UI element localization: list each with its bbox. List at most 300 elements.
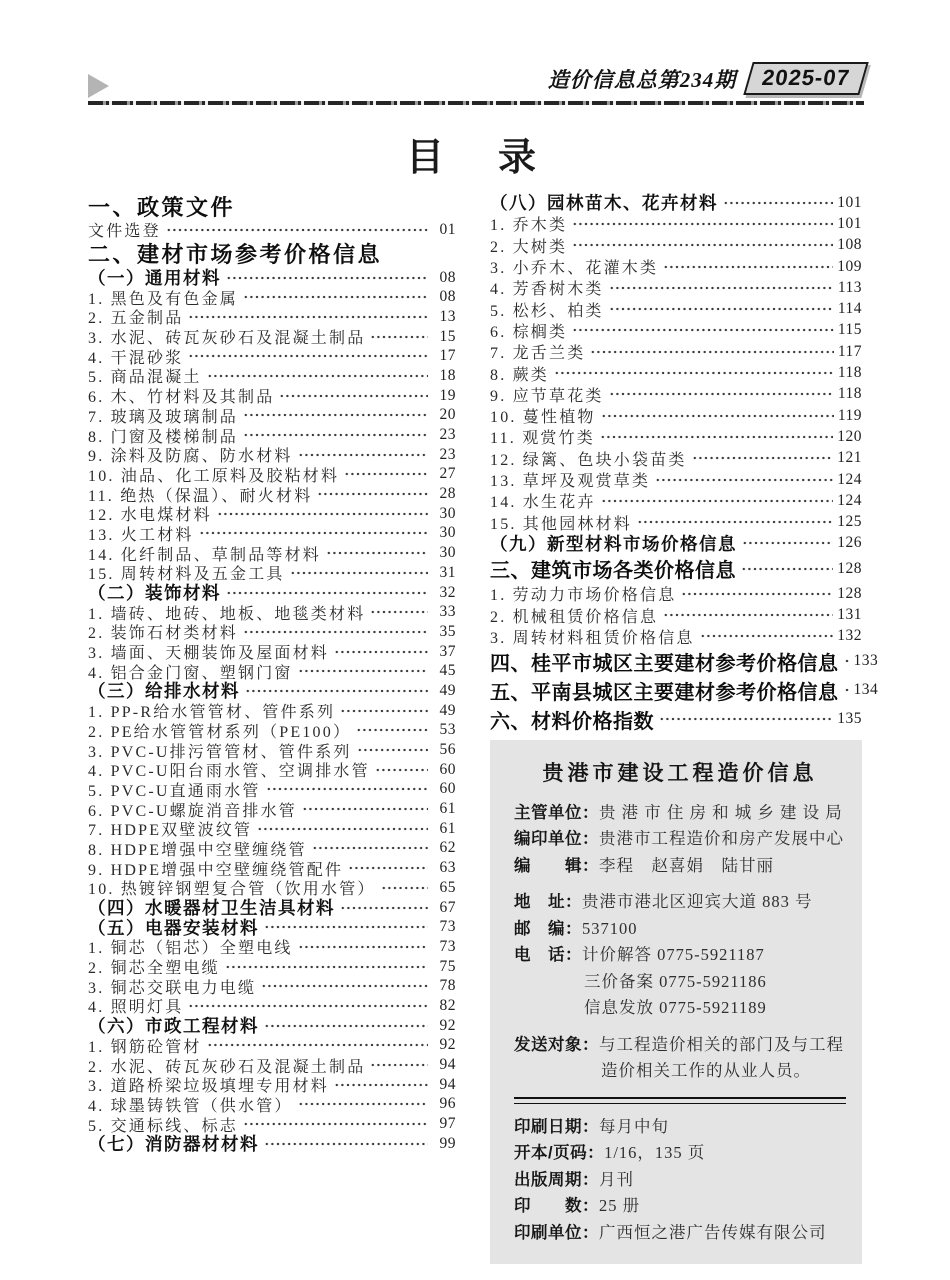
toc-entry-page: 60 xyxy=(439,780,456,798)
toc-entry-label: 1. 墙砖、地砖、地板、地毯类材料 xyxy=(88,605,366,623)
toc-entry-page: 134 xyxy=(853,681,879,699)
dot-leader-icon xyxy=(207,1042,428,1048)
dot-leader-icon xyxy=(600,434,833,440)
dot-leader-icon xyxy=(207,373,428,379)
toc-entry xyxy=(490,533,862,554)
dot-leader-icon xyxy=(357,747,428,753)
issue-title: 造价信息总第234期 xyxy=(547,67,737,92)
toc-entry-label: 1. 铜芯（铝芯）全塑电线 xyxy=(88,940,293,958)
toc-entry xyxy=(88,583,456,603)
toc-entry xyxy=(490,362,862,383)
toc-entry-label: 六、材料价格指数 xyxy=(490,710,654,733)
dot-leader-icon xyxy=(692,455,834,461)
toc-entry-label: 6. 木、竹材料及其制品 xyxy=(88,389,275,407)
dot-leader-icon xyxy=(370,609,428,615)
toc-entry-page: 132 xyxy=(837,627,862,645)
dot-leader-icon xyxy=(225,964,428,970)
toc-entry xyxy=(88,701,456,721)
toc-entry-label: 15. 其他园林材料 xyxy=(490,515,633,533)
dot-leader-icon xyxy=(356,727,428,733)
dot-leader-icon xyxy=(572,327,834,333)
toc-entry-page: 108 xyxy=(837,236,862,254)
print-row-label: 印刷日期： xyxy=(514,1117,599,1136)
dot-leader-icon xyxy=(609,285,834,291)
toc-entry xyxy=(490,213,862,234)
toc-entry xyxy=(490,705,862,734)
toc-entry-label: 2. 水泥、砖瓦灰砂石及混凝土制品 xyxy=(88,1058,366,1076)
toc-entry-page: 20 xyxy=(439,406,456,424)
dot-leader-icon xyxy=(741,566,833,572)
toc-entry xyxy=(88,819,456,839)
toc-entry-label: 2. 机械租赁价格信息 xyxy=(490,608,659,626)
publication-info-box xyxy=(490,740,862,1265)
toc-entry xyxy=(88,740,456,760)
toc-entry xyxy=(88,504,456,524)
toc-entry xyxy=(490,490,862,511)
publication-row-label: 邮 编： xyxy=(514,919,582,938)
dot-leader-icon xyxy=(334,1082,428,1088)
dot-leader-icon xyxy=(302,806,428,812)
dot-leader-icon xyxy=(264,924,428,930)
toc-entry xyxy=(490,192,862,213)
toc-entry xyxy=(88,1016,456,1036)
publication-rows xyxy=(514,800,846,1085)
toc-entry-page: 101 xyxy=(837,193,862,211)
toc-entry-label: 4. 照明灯具 xyxy=(88,999,184,1017)
dot-leader-icon xyxy=(298,452,428,458)
toc-entry-label: 7. HDPE双壁波纹管 xyxy=(88,822,253,840)
toc-entry-label: （五）电器安装材料 xyxy=(88,917,259,938)
dot-leader-icon xyxy=(601,498,834,504)
toc-entry-label: 1. 乔木类 xyxy=(490,217,568,235)
toc-entry xyxy=(88,976,456,996)
dot-leader-icon xyxy=(681,591,833,597)
toc-entry-page: 124 xyxy=(837,491,862,509)
toc-column-right xyxy=(490,192,879,1264)
toc-entry-page: 128 xyxy=(837,559,862,577)
dot-leader-icon xyxy=(257,826,428,832)
print-row-label: 印 数： xyxy=(514,1197,599,1216)
toc-entry-label: 4. 球墨铸铁管（供水管） xyxy=(88,1097,293,1115)
print-row-value: 广西恒之港广告传媒有限公司 xyxy=(599,1222,827,1242)
publication-row-value: 三价备案 0775-5921186 xyxy=(584,971,767,991)
toc-entry-label: 6. 棕榈类 xyxy=(490,323,568,341)
toc-entry-page: 15 xyxy=(439,327,456,345)
toc-entry-label: 4. 铝合金门窗、塑钢门窗 xyxy=(88,664,293,682)
publication-row-value: 537100 xyxy=(582,918,638,938)
toc-entry-page: 35 xyxy=(439,622,456,640)
toc-entry xyxy=(88,307,456,327)
dot-leader-icon xyxy=(723,200,833,206)
publication-row xyxy=(514,800,846,827)
toc-entry xyxy=(88,386,456,406)
toc-entry-page: 23 xyxy=(439,445,456,463)
toc-entry-page: 99 xyxy=(439,1134,456,1152)
toc-entry xyxy=(88,406,456,426)
publication-row-value: 李程 赵喜娟 陆甘丽 xyxy=(599,855,774,875)
dot-leader-icon xyxy=(609,306,834,312)
toc-entry-page: 131 xyxy=(837,605,862,623)
toc-entry-page: 61 xyxy=(439,800,456,818)
dot-leader-icon xyxy=(290,570,428,576)
toc-entry-page: 62 xyxy=(439,839,456,857)
publication-row xyxy=(514,889,846,916)
toc xyxy=(88,192,879,1264)
toc-entry-page: 94 xyxy=(439,1056,456,1074)
dot-leader-icon xyxy=(334,649,428,655)
toc-entry-label: 12. 水电煤材料 xyxy=(88,507,212,525)
toc-entry xyxy=(88,484,456,504)
toc-entry-page: 49 xyxy=(439,701,456,719)
dot-leader-icon xyxy=(243,432,428,438)
toc-entry-page: 56 xyxy=(439,741,456,759)
toc-entry xyxy=(88,465,456,485)
dot-leader-icon xyxy=(243,412,428,418)
toc-entry-page: 32 xyxy=(439,583,456,601)
dot-leader-icon xyxy=(326,550,428,556)
toc-entry-page: 113 xyxy=(837,278,862,296)
dot-leader-icon xyxy=(554,370,834,376)
toc-entry-label: （一）通用材料 xyxy=(88,268,221,289)
toc-entry-label: 3. PVC-U排污管管材、管件系列 xyxy=(88,743,352,761)
toc-entry-label: 6. PVC-U螺旋消音排水管 xyxy=(88,802,298,820)
dot-leader-icon xyxy=(348,865,428,871)
toc-entry-page: 117 xyxy=(837,342,862,360)
toc-entry xyxy=(88,602,456,622)
toc-entry-page: 94 xyxy=(439,1075,456,1093)
toc-entry-label: 3. 墙面、天棚装饰及屋面材料 xyxy=(88,645,330,663)
toc-entry-page: 92 xyxy=(439,1016,456,1034)
toc-entry xyxy=(88,543,456,563)
toc-entry xyxy=(88,957,456,977)
toc-entry-page: 75 xyxy=(439,957,456,975)
publication-row xyxy=(514,853,846,880)
dot-leader-icon xyxy=(370,334,428,340)
toc-entry xyxy=(490,426,862,447)
toc-entry-label: 10. 油品、化工原料及胶粘材料 xyxy=(88,467,340,485)
publication-row-label: 编 辑： xyxy=(514,856,599,875)
toc-entry-label: （六）市政工程材料 xyxy=(88,1016,259,1037)
toc-entry-label: 10. 热镀锌钢塑复合管（饮用水管） xyxy=(88,881,376,899)
dot-leader-icon xyxy=(317,491,428,497)
toc-entry-label: 一、政策文件 xyxy=(88,194,236,220)
header xyxy=(548,62,864,95)
toc-entry xyxy=(490,647,879,676)
toc-entry xyxy=(88,192,456,220)
print-row-value: 每月中旬 xyxy=(599,1116,669,1136)
dot-leader-icon xyxy=(572,242,833,248)
dot-leader-icon xyxy=(609,391,834,397)
dot-leader-icon xyxy=(663,612,833,618)
toc-entry-label: 11. 绝热（保温）、耐火材料 xyxy=(88,487,313,505)
dot-leader-icon xyxy=(344,471,428,477)
print-info-rows xyxy=(514,1114,846,1247)
publication-row-label: 电 话： xyxy=(514,946,582,965)
toc-entry-label: 8. HDPE增强中空壁缠绕管 xyxy=(88,841,307,859)
print-row-value: 25 册 xyxy=(599,1196,641,1216)
toc-entry-label: 13. 草坪及观赏草类 xyxy=(490,473,651,491)
dot-leader-icon xyxy=(601,413,834,419)
toc-entry-label: 8. 蕨类 xyxy=(490,366,550,384)
dot-leader-icon xyxy=(312,845,428,851)
toc-entry-label: 5. 商品混凝土 xyxy=(88,369,202,387)
dot-leader-icon xyxy=(572,221,833,227)
toc-entry xyxy=(88,240,456,268)
toc-entry xyxy=(88,1095,456,1115)
toc-entry-label: 1. 劳动力市场价格信息 xyxy=(490,587,677,605)
toc-entry xyxy=(88,346,456,366)
toc-entry xyxy=(88,622,456,642)
toc-entry-label: （九）新型材料市场价格信息 xyxy=(490,533,737,554)
dot-leader-icon xyxy=(188,314,428,320)
toc-entry-page: 01 xyxy=(439,220,456,238)
toc-entry-page: 30 xyxy=(439,504,456,522)
toc-entry-page: 17 xyxy=(439,347,456,365)
dot-leader-icon xyxy=(655,477,833,483)
toc-entry xyxy=(490,626,862,647)
toc-entry-page: 119 xyxy=(837,406,862,424)
toc-entry-page: 121 xyxy=(837,449,862,467)
toc-entry-label: （七）消防器材材料 xyxy=(88,1134,259,1155)
toc-entry xyxy=(490,256,862,277)
toc-entry-label: 9. HDPE增强中空壁缠绕管配件 xyxy=(88,861,344,879)
date-badge-label: 2025-07 xyxy=(760,65,853,90)
toc-entry-label: 三、建筑市场各类价格信息 xyxy=(490,560,736,583)
toc-entry xyxy=(88,642,456,662)
toc-entry-page: 23 xyxy=(439,426,456,444)
toc-entry-label: 12. 绿篱、色块小袋苗类 xyxy=(490,451,687,469)
toc-entry-page: 135 xyxy=(837,710,862,728)
publication-row-value: 计价解答 0775-5921187 xyxy=(582,945,765,965)
publication-row-value: 贵港市港北区迎宾大道 883 号 xyxy=(582,892,813,912)
toc-entry-page: 82 xyxy=(439,996,456,1014)
toc-entry xyxy=(490,320,862,341)
toc-entry-page: 53 xyxy=(439,721,456,739)
dot-leader-icon xyxy=(370,1062,428,1068)
toc-entry-page: 63 xyxy=(439,859,456,877)
publication-row xyxy=(514,1032,846,1059)
toc-entry-label: （八）园林苗木、花卉材料 xyxy=(490,193,718,214)
publication-row-label: 编印单位： xyxy=(514,830,599,849)
toc-entry-label: 二、建材市场参考价格信息 xyxy=(88,242,383,268)
toc-entry-label: （三）给排水材料 xyxy=(88,681,240,702)
toc-entry-page: 114 xyxy=(837,300,862,318)
toc-entry-page: 08 xyxy=(439,268,456,286)
publication-row xyxy=(514,969,846,996)
toc-entry-page: 67 xyxy=(439,898,456,916)
dot-leader-icon xyxy=(340,905,428,911)
dot-leader-icon xyxy=(166,227,428,233)
print-row xyxy=(514,1167,846,1194)
toc-entry xyxy=(490,405,862,426)
toc-entry-label: 3. 小乔木、花灌木类 xyxy=(490,260,659,278)
toc-entry-label: 10. 蔓性植物 xyxy=(490,409,596,427)
publication-row-label: 主管单位： xyxy=(514,803,599,822)
toc-entry xyxy=(490,469,862,490)
toc-entry-label: 2. 装饰石材类材料 xyxy=(88,625,239,643)
toc-entry xyxy=(88,839,456,859)
toc-entry xyxy=(88,425,456,445)
toc-entry-page: 13 xyxy=(439,307,456,325)
toc-entry xyxy=(88,220,456,240)
publication-row-value: 信息发放 0775-5921189 xyxy=(584,998,767,1018)
toc-entry-page: 109 xyxy=(837,257,862,275)
toc-entry-page: 96 xyxy=(439,1095,456,1113)
toc-entry-label: 4. 芳香树木类 xyxy=(490,281,604,299)
toc-entry-label: 5. 松杉、柏类 xyxy=(490,302,604,320)
publication-row xyxy=(514,1058,846,1085)
dot-leader-icon xyxy=(199,530,428,536)
toc-entry xyxy=(88,1075,456,1095)
publication-row-label: 发送对象： xyxy=(514,1035,599,1054)
publication-row-value: 造价相关工作的从业人员。 xyxy=(601,1061,811,1081)
print-row-label: 印刷单位： xyxy=(514,1223,599,1242)
dot-leader-icon xyxy=(261,983,428,989)
toc-entry xyxy=(88,917,456,937)
print-row-value: 1/16，135 页 xyxy=(604,1143,706,1163)
toc-entry-label: 四、桂平市城区主要建材参考价格信息 xyxy=(490,652,839,675)
print-row xyxy=(514,1114,846,1141)
publication-title: 贵港市建设工程造价信息 xyxy=(542,761,818,785)
toc-entry xyxy=(88,721,456,741)
toc-entry xyxy=(490,554,862,583)
dot-leader-icon xyxy=(266,786,428,792)
toc-entry xyxy=(490,298,862,319)
dot-leader-icon xyxy=(279,393,428,399)
toc-entry xyxy=(88,760,456,780)
publication-row xyxy=(514,995,846,1022)
toc-entry-label: 7. 龙舌兰类 xyxy=(490,345,586,363)
toc-entry xyxy=(490,604,862,625)
toc-entry xyxy=(490,448,862,469)
toc-entry-page: 27 xyxy=(439,465,456,483)
toc-entry-page: 33 xyxy=(439,603,456,621)
toc-entry xyxy=(88,799,456,819)
dot-leader-icon xyxy=(375,767,428,773)
toc-entry-page: 49 xyxy=(439,681,456,699)
toc-entry-label: 2. 五金制品 xyxy=(88,310,184,328)
toc-entry-label: 9. 涂料及防腐、防水材料 xyxy=(88,448,293,466)
toc-entry-label: 8. 门窗及楼梯制品 xyxy=(88,428,239,446)
toc-entry xyxy=(88,524,456,544)
toc-entry-page: 30 xyxy=(439,544,456,562)
dot-leader-icon xyxy=(659,716,833,722)
print-row-label: 开本/页码： xyxy=(514,1144,605,1163)
toc-entry-label: 3. 铜芯交联电力电缆 xyxy=(88,979,257,997)
toc-entry-page: 08 xyxy=(439,288,456,306)
dot-leader-icon xyxy=(245,688,428,694)
toc-entry-page: 31 xyxy=(439,563,456,581)
toc-entry-label: 4. 干混砂浆 xyxy=(88,349,184,367)
toc-entry-page: 115 xyxy=(837,321,862,339)
publication-row-value: 贵港市工程造价和房产发展中心 xyxy=(599,829,844,849)
dot-leader-icon xyxy=(637,519,833,525)
toc-entry-page: 133 xyxy=(853,652,879,670)
date-badge xyxy=(744,62,869,95)
publication-row xyxy=(514,826,846,853)
dot-leader-icon xyxy=(243,1121,428,1127)
toc-entry-page: 37 xyxy=(439,642,456,660)
dot-leader-icon xyxy=(340,708,428,714)
print-row-label: 出版周期： xyxy=(514,1170,599,1189)
toc-entry-label: 五、平南县城区主要建材参考价格信息 xyxy=(490,681,839,704)
toc-entry xyxy=(88,1036,456,1056)
toc-entry-page: 60 xyxy=(439,760,456,778)
dot-leader-icon xyxy=(188,1003,428,1009)
toc-entry-label: 3. 道路桥梁垃圾填埋专用材料 xyxy=(88,1078,330,1096)
publication-row-value: 与工程造价相关的部门及与工程 xyxy=(599,1034,844,1054)
toc-entry-label: 5. 交通标线、标志 xyxy=(88,1117,239,1135)
toc-entry-label: （四）水暖器材卫生洁具材料 xyxy=(88,898,335,919)
dot-leader-icon xyxy=(217,511,428,517)
publication-row-label: 地 址： xyxy=(514,893,582,912)
dot-leader-icon xyxy=(298,944,428,950)
toc-entry-page: 30 xyxy=(439,524,456,542)
toc-entry-page: 19 xyxy=(439,386,456,404)
toc-entry-page: 61 xyxy=(439,819,456,837)
toc-entry xyxy=(490,676,879,705)
toc-entry-page: 73 xyxy=(439,918,456,936)
toc-entry xyxy=(88,445,456,465)
dot-leader-icon xyxy=(298,668,428,674)
page-title: 目 录 xyxy=(405,137,544,179)
dot-leader-icon xyxy=(188,353,428,359)
publication-row xyxy=(514,942,846,969)
publication-row xyxy=(514,916,846,943)
header-triangle-icon xyxy=(88,74,109,98)
toc-right-entries xyxy=(490,192,879,734)
dot-leader-icon xyxy=(590,349,833,355)
toc-entry-label: 2. PE给水管管材系列（PE100） xyxy=(88,723,352,741)
dot-leader-icon xyxy=(844,658,850,664)
toc-entry-label: 13. 火工材料 xyxy=(88,526,194,544)
toc-entry-page: 97 xyxy=(439,1115,456,1133)
dot-leader-icon xyxy=(264,1023,428,1029)
toc-entry xyxy=(88,287,456,307)
toc-entry xyxy=(88,327,456,347)
toc-entry-page: 92 xyxy=(439,1036,456,1054)
toc-entry-label: 1. PP-R给水管管材、管件系列 xyxy=(88,704,336,722)
toc-entry xyxy=(88,681,456,701)
toc-entry-label: 3. 周转材料租赁价格信息 xyxy=(490,629,695,647)
toc-entry-label: 2. 铜芯全塑电缆 xyxy=(88,960,220,978)
toc-entry-page: 126 xyxy=(837,534,862,552)
toc-entry xyxy=(490,583,862,604)
dot-leader-icon xyxy=(663,264,833,270)
toc-entry-label: 15. 周转材料及五金工具 xyxy=(88,566,285,584)
toc-entry xyxy=(88,1134,456,1154)
double-rule xyxy=(514,1097,846,1104)
toc-entry-page: 101 xyxy=(837,214,862,232)
toc-entry xyxy=(88,858,456,878)
toc-entry-page: 65 xyxy=(439,878,456,896)
dot-leader-icon xyxy=(226,275,428,281)
toc-entry-page: 118 xyxy=(837,385,862,403)
toc-entry xyxy=(490,384,862,405)
toc-entry-page: 18 xyxy=(439,366,456,384)
print-row xyxy=(514,1193,846,1220)
toc-entry-label: 1. 黑色及有色金属 xyxy=(88,290,239,308)
toc-entry-label: 7. 玻璃及玻璃制品 xyxy=(88,408,239,426)
toc-entry xyxy=(88,268,456,288)
toc-entry-label: 2. 大树类 xyxy=(490,238,568,256)
toc-entry-page: 120 xyxy=(837,427,862,445)
toc-entry-label: 1. 钢筋砼管材 xyxy=(88,1038,202,1056)
dot-leader-icon xyxy=(381,885,428,891)
toc-entry-page: 125 xyxy=(837,513,862,531)
toc-entry xyxy=(490,235,862,256)
dot-leader-icon xyxy=(700,633,834,639)
